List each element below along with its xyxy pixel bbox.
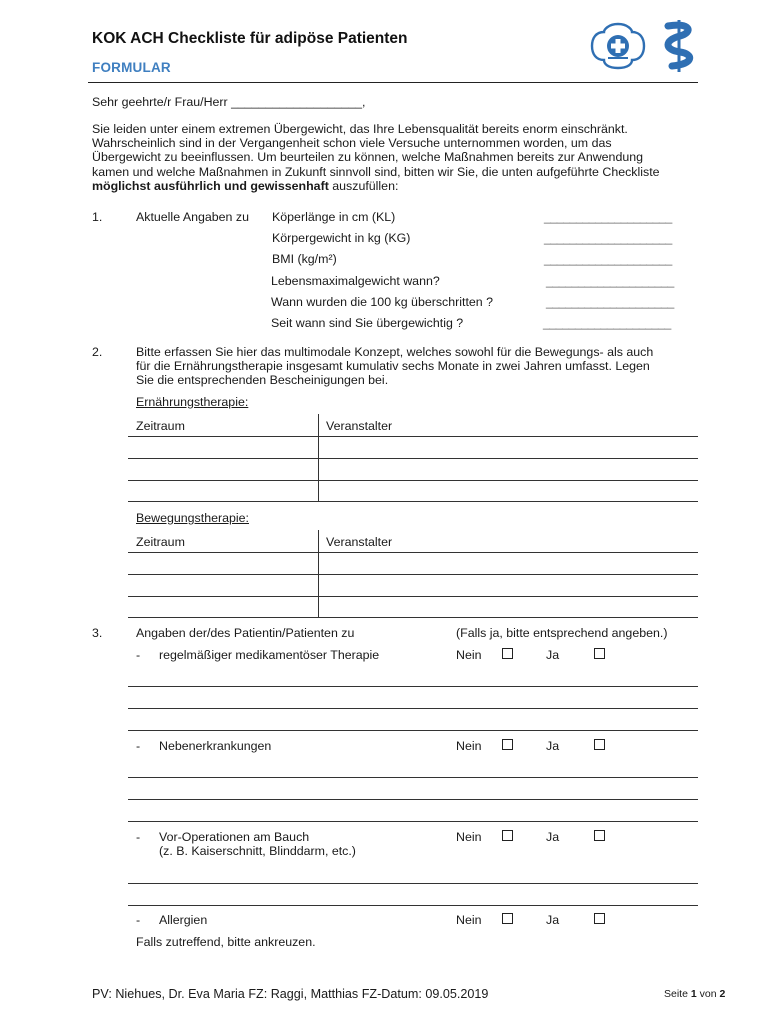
answer-line[interactable]: [128, 708, 698, 709]
field-label-max-weight: Lebensmaximalgewicht wann?: [271, 274, 440, 288]
section-2-number: 2.: [92, 345, 103, 359]
intro-line-3: Übergewicht zu beeinflussen. Um beurteilen zu können, welche Maßnahmen bereits zur Anwendung: [92, 150, 644, 165]
nutrition-table-row[interactable]: [128, 480, 698, 481]
answer-line[interactable]: [128, 799, 698, 800]
item-dash: -: [136, 913, 141, 927]
intro-end: auszufüllen:: [328, 178, 399, 193]
yes-label: Ja: [546, 913, 560, 927]
page-indicator: [664, 988, 725, 1000]
answer-line[interactable]: [128, 686, 698, 687]
answer-line[interactable]: [128, 821, 698, 822]
exercise-col-organizer: Veranstalter: [326, 535, 393, 549]
exercise-col-period: Zeitraum: [136, 535, 185, 549]
item-dash: -: [136, 648, 141, 662]
salutation: Sehr geehrte/r Frau/Herr ___________________,: [92, 95, 366, 109]
no-label: Nein: [456, 913, 482, 927]
field-input-100kg[interactable]: ____________________: [546, 295, 674, 309]
exercise-table-rule: [128, 552, 698, 553]
comorbidities-no-checkbox[interactable]: [502, 739, 513, 750]
section-3-label: Angaben der/des Patientin/Patienten zu: [136, 626, 355, 640]
section-3-hint: (Falls ja, bitte entsprechend angeben.): [456, 626, 668, 640]
allergies-no-checkbox[interactable]: [502, 913, 513, 924]
medication-yes-checkbox[interactable]: [594, 648, 605, 659]
field-label-weight: Körpergewicht in kg (KG): [272, 231, 411, 245]
field-label-height: Köperlänge in cm (KL): [272, 210, 396, 224]
section-3-footnote: Falls zutreffend, bitte ankreuzen.: [136, 935, 316, 949]
item-comorbidities-label: Nebenerkrankungen: [159, 739, 272, 753]
allergies-yes-checkbox[interactable]: [594, 913, 605, 924]
field-input-weight[interactable]: ____________________: [544, 231, 672, 245]
field-input-max-weight[interactable]: ____________________: [546, 274, 674, 288]
section-2-line-3: Sie die entsprechenden Bescheinigungen bei.: [136, 373, 389, 388]
field-input-height[interactable]: ____________________: [544, 210, 672, 224]
nutrition-heading: Ernährungstherapie:: [136, 395, 249, 409]
field-label-overweight-since: Seit wann sind Sie übergewichtig ?: [271, 316, 464, 330]
document-footer: PV: Niehues, Dr. Eva Maria FZ: Raggi, Matthias FZ-Datum: 09.05.2019: [92, 987, 489, 1001]
section-2-line-1: Bitte erfassen Sie hier das multimodale Konzept, welches sowohl für die Bewegungs- als auch: [136, 345, 654, 359]
page-prefix: Seite: [664, 988, 691, 1000]
no-label: Nein: [456, 830, 482, 844]
field-input-overweight-since[interactable]: ____________________: [543, 316, 671, 330]
surgery-no-checkbox[interactable]: [502, 830, 513, 841]
item-allergies-label: Allergien: [159, 913, 208, 927]
page-current: 1: [690, 988, 697, 1000]
answer-line[interactable]: [128, 730, 698, 731]
answer-line[interactable]: [128, 905, 698, 906]
intro-paragraph: [92, 122, 702, 193]
item-medication-label: regelmäßiger medikamentöser Therapie: [159, 648, 380, 662]
field-label-bmi: BMI (kg/m²): [272, 252, 337, 266]
intro-line-2: Wahrscheinlich sind in der Vergangenheit schon viele Versuche unternommen worden, um das: [92, 136, 612, 151]
section-1-number: 1.: [92, 210, 103, 224]
item-surgery-label: Vor-Operationen am Bauch: [159, 830, 310, 844]
no-label: Nein: [456, 648, 482, 662]
intro-line-4: kamen und welche Maßnahmen in Zukunft sinnvoll sind, bitten wir Sie, die unten aufgeführte Checkliste: [92, 164, 660, 179]
intro-line-1: Sie leiden unter einem extremen Übergewicht, das Ihre Lebensqualität bereits enorm einschränkt.: [92, 122, 628, 136]
section-2-paragraph: [136, 345, 696, 388]
header-divider: [88, 82, 698, 83]
nutrition-col-period: Zeitraum: [136, 419, 185, 433]
item-dash: -: [136, 739, 141, 753]
comorbidities-yes-checkbox[interactable]: [594, 739, 605, 750]
section-3-number: 3.: [92, 626, 103, 640]
item-dash: -: [136, 830, 141, 844]
page-total: 2: [719, 988, 726, 1000]
medical-cross-logo-icon: [588, 20, 648, 72]
field-input-bmi[interactable]: ____________________: [544, 252, 672, 266]
page-mid: von: [696, 988, 720, 1000]
section-1-label: Aktuelle Angaben zu: [136, 210, 249, 224]
medication-no-checkbox[interactable]: [502, 648, 513, 659]
exercise-table-row[interactable]: [128, 596, 698, 597]
yes-label: Ja: [546, 830, 560, 844]
nutrition-table-row[interactable]: [128, 458, 698, 459]
item-surgery-sub: (z. B. Kaiserschnitt, Blinddarm, etc.): [159, 844, 356, 858]
exercise-table-row[interactable]: [128, 617, 698, 618]
nutrition-table-row[interactable]: [128, 501, 698, 502]
nutrition-table-rule: [128, 436, 698, 437]
intro-bold: möglichst ausführlich und gewissenhaft: [92, 178, 329, 193]
exercise-heading: Bewegungstherapie:: [136, 511, 249, 525]
document-title: KOK ACH Checkliste für adipöse Patienten: [92, 30, 408, 47]
answer-line[interactable]: [128, 883, 698, 884]
field-label-100kg: Wann wurden die 100 kg überschritten ?: [271, 295, 494, 309]
nutrition-col-organizer: Veranstalter: [326, 419, 393, 433]
document-subtitle: FORMULAR: [92, 60, 171, 75]
exercise-table-row[interactable]: [128, 574, 698, 575]
serpent-staff-logo-icon: [660, 18, 698, 74]
yes-label: Ja: [546, 648, 560, 662]
no-label: Nein: [456, 739, 482, 753]
yes-label: Ja: [546, 739, 560, 753]
surgery-yes-checkbox[interactable]: [594, 830, 605, 841]
section-2-line-2: für die Ernährungstherapie insgesamt kumulativ sechs Monate in zwei Jahren umfasst. Legen: [136, 359, 650, 374]
answer-line[interactable]: [128, 777, 698, 778]
